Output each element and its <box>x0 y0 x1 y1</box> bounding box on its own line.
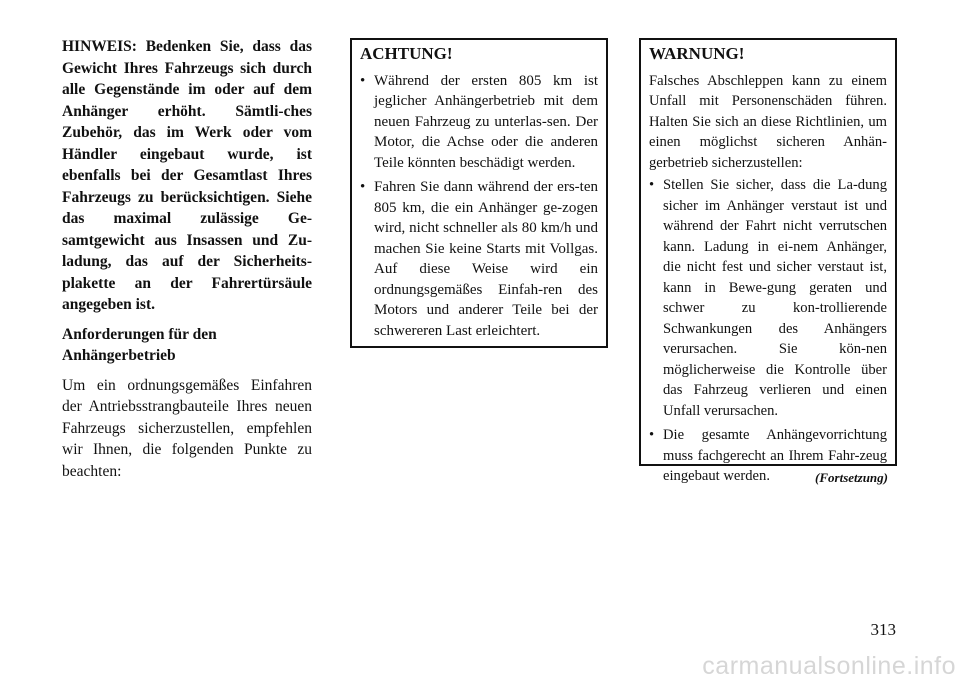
warning-item: • Stellen Sie sicher, dass die La-dung sicher im Anhänger verstaut ist und während der Fahrt nicht verrutschen kann. Ladung in ei-nem Anhänger, die nicht fest und sicher verstaut ist, kann in Bewe-gung geraten und schwer zu kon-trollierende Schwankungen des Anhängers verursachen. Sie kön-nen möglicherweise die Kontrolle über das Fahrzeug verlieren und einen Unfall verursachen. <box>649 175 887 421</box>
caution-item: • Während der ersten 805 km ist jeglicher Anhängerbetrieb mit dem neuen Fahrzeug zu unterlas-sen. Der Motor, die Achse oder die anderen Teile könnten beschädigt werden. <box>360 71 598 174</box>
warning-intro: Falsches Abschleppen kann zu einem Unfall mit Personenschäden führen. Halten Sie sich an diese Richtlinien, um einen möglichst sicheren Anhän-gerbetrieb sicherzustellen: <box>649 72 887 171</box>
section-heading: Anforderungen für den Anhängerbetrieb <box>62 325 217 364</box>
warning-list <box>649 175 887 487</box>
note-paragraph: HINWEIS: Bedenken Sie, dass das Gewicht Ihres Fahrzeugs sich durch alle Gegenstände im oder auf dem Anhänger erhöht. Sämtli-ches Zubehör, das im Werk oder vom Händler eingebaut wurde, ist ebenfalls bei der Gesamtlast Ihres Fahrzeugs zu berücksichtigen. Siehe das maximal zulässige Ge-samtgewicht aus Insassen und Zu-ladung, das auf der Sicherheits-plakette an der Fahrertürsäule angegeben ist. <box>62 38 312 313</box>
caution-item: • Fahren Sie dann während der ers-ten 805 km, die ein Anhänger ge-zogen wird, nicht schneller als 80 km/h und machen Sie keine Starts mit Vollgas. Auf diese Weise wird ein ordnungsgemäßes Einfah-ren des Motors und anderer Teile bei der schwereren Last erleichtert. <box>360 177 598 341</box>
caution-list <box>360 71 598 342</box>
warning-title: WARNUNG! <box>649 44 745 63</box>
watermark: carmanualsonline.info <box>702 652 956 680</box>
caution-box <box>350 38 608 348</box>
warning-item: • Die gesamte Anhängevorrichtung muss fachgerecht an Ihrem Fahr-zeug eingebaut werden. <box>649 425 887 487</box>
body-paragraph: Um ein ordnungsgemäßes Einfahren der Antriebsstrangbauteile Ihres neuen Fahrzeugs sicherzustellen, empfehlen wir Ihnen, die folgenden Punkte zu beachten: <box>62 376 312 480</box>
caution-title: ACHTUNG! <box>360 44 453 63</box>
left-column <box>62 36 312 482</box>
continued-label: (Fortsetzung) <box>815 470 888 485</box>
page-number: 313 <box>870 620 896 639</box>
